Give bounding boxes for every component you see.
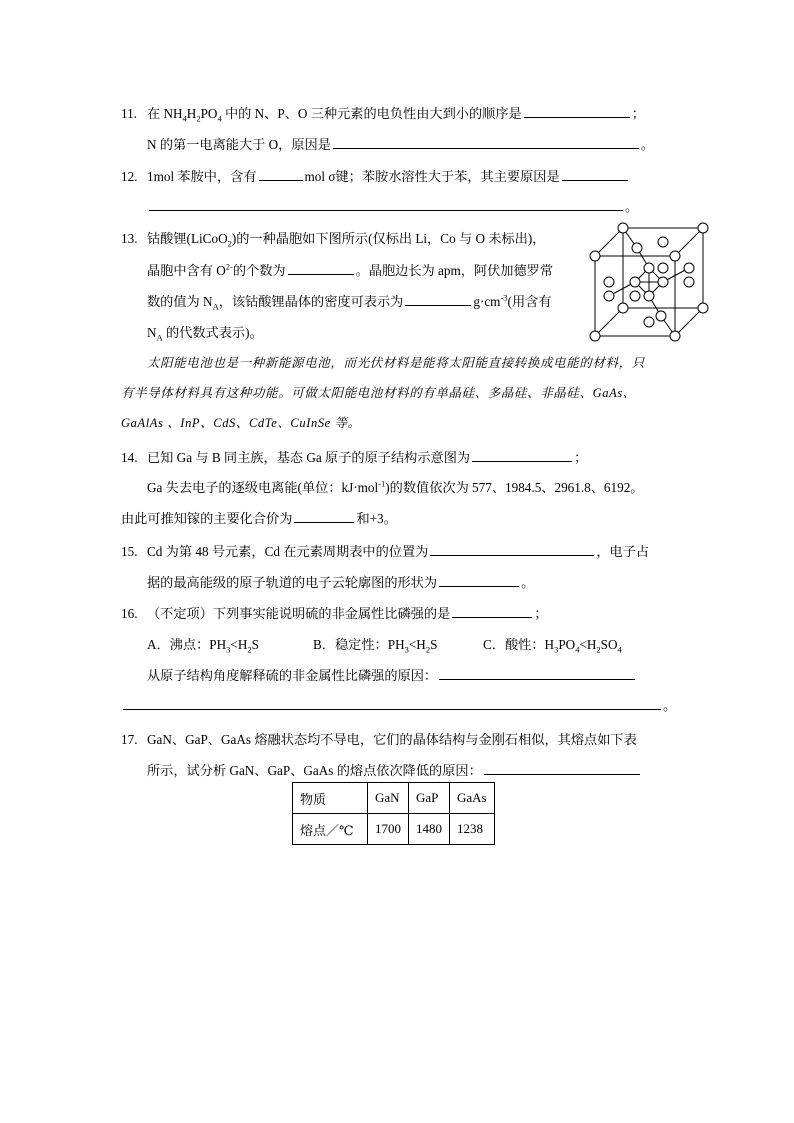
subscript: 4 — [217, 113, 222, 124]
q14-line1 — [121, 449, 587, 467]
q17-number: 17. — [121, 732, 138, 747]
subscript: A — [212, 301, 219, 312]
q14-number: 14. — [121, 450, 138, 465]
q13-text: )的一种晶胞如下图所示(仅标出 Li，Co 与 O 未标出)， — [231, 231, 546, 246]
q16-line3 — [147, 667, 637, 685]
table-header-cell: GaP — [409, 783, 450, 814]
answer-blank[interactable] — [472, 449, 572, 462]
q16-text: 。 — [663, 698, 677, 713]
superscript: -3 — [500, 292, 508, 303]
table-header-cell: GaAs — [450, 783, 495, 814]
q11-line2 — [147, 136, 654, 154]
q16-text: 从原子结构角度解释硫的非金属性比磷强的原因： — [147, 668, 438, 683]
q15-number: 15. — [121, 544, 138, 559]
answer-blank[interactable] — [333, 136, 639, 149]
answer-blank[interactable] — [288, 262, 354, 275]
table-header-cell: GaN — [368, 783, 409, 814]
q13-line1 — [121, 230, 545, 248]
q17-line1 — [121, 731, 637, 749]
q13-line4 — [147, 324, 263, 342]
q11-number: 11. — [121, 106, 137, 121]
q13-text: 的代数式表示)。 — [162, 325, 263, 340]
q14-text: 已知 Ga 与 B 同主族，基态 Ga 原子的原子结构示意图为 — [147, 450, 471, 465]
subscript: 2 — [227, 238, 232, 249]
q13-line2 — [147, 262, 553, 280]
q13-text: ，该钴酸锂晶体的密度可表示为 — [218, 294, 404, 309]
q11-text: ； — [631, 106, 645, 121]
q13-text: (用含有 — [507, 294, 552, 309]
answer-blank[interactable] — [484, 762, 640, 775]
subscript: 2 — [196, 113, 201, 124]
q12-line1 — [121, 168, 630, 186]
unit-cell-diagram — [585, 218, 713, 346]
answer-blank[interactable] — [123, 697, 661, 710]
superscript: -1 — [378, 478, 386, 489]
q17-text: GaN、GaP、GaAs 熔融状态均不导电，它们的晶体结构与金刚石相似，其熔点如下表 — [147, 732, 637, 747]
table-row — [293, 814, 495, 845]
q13-text: g·cm — [473, 294, 501, 309]
table-cell: 1700 — [368, 814, 409, 845]
q16-option-a: A．沸点：$PH_3<H_2S$ — [147, 637, 259, 655]
q14-line3 — [121, 510, 397, 528]
q13-text: 的个数为 — [232, 263, 286, 278]
q16-text: （不定项）下列事实能说明硫的非金属性比磷强的是 — [147, 606, 451, 621]
passage-line1: 太阳能电池也是一种新能源电池，而光伏材料是能将太阳能直接转换成电能的材料，只 — [147, 356, 645, 370]
q15-text: Cd 为第 48 号元素，Cd 在元素周期表中的位置为 — [147, 544, 429, 559]
answer-blank[interactable] — [294, 510, 354, 523]
q11-text: N 的第一电离能大于 O，原因是 — [147, 137, 331, 152]
q16-number: 16. — [121, 606, 138, 621]
q15-line1 — [121, 543, 649, 561]
q16-option-b: B．稳定性：$PH_3<H_2S$ — [313, 637, 438, 655]
q13-text: 晶胞中含有 O — [147, 263, 226, 278]
q12-text: 。 — [625, 199, 639, 214]
table-header-row — [293, 783, 495, 814]
answer-blank[interactable] — [439, 574, 519, 587]
q11-line1 — [121, 105, 645, 123]
q12-number: 12. — [121, 169, 138, 184]
q11-text: 中的 N、P、O 三种元素的电负性由大到小的顺序是 — [221, 106, 522, 121]
q15-text: 据的最高能级的原子轨道的电子云轮廓图的形状为 — [147, 575, 438, 590]
q14-text: 和+3。 — [356, 511, 397, 526]
q12-line2 — [147, 198, 638, 216]
passage-line2: 有半导体材料具有这种功能。可做太阳能电池材料的有单晶硅、多晶硅、非晶硅、GaAs、 — [121, 386, 636, 400]
q13-text: 。晶胞边长为 apm，阿伏加德罗常 — [355, 263, 554, 278]
q13-text: N — [147, 325, 157, 340]
q12-text: 1mol 苯胺中，含有 — [147, 169, 257, 184]
answer-blank[interactable] — [149, 198, 623, 211]
q16-line4 — [121, 697, 676, 715]
q14-text: 由此可推知镓的主要化合价为 — [121, 511, 293, 526]
q15-text: 。 — [521, 575, 535, 590]
subscript: A — [156, 332, 163, 343]
table-header-cell: 物质 — [293, 783, 368, 814]
q13-text: 数的值为 N — [147, 294, 213, 309]
q14-text: )的数值依次为 577、1984.5、2961.8、6192。 — [385, 480, 644, 495]
answer-blank[interactable] — [439, 667, 635, 680]
melting-point-table — [292, 782, 495, 845]
subscript: 4 — [182, 113, 187, 124]
answer-blank[interactable] — [405, 293, 471, 306]
answer-blank[interactable] — [259, 168, 303, 181]
q17-line2 — [147, 762, 642, 780]
q11-text: H — [186, 106, 197, 121]
answer-blank[interactable] — [524, 105, 630, 118]
q13-text: 钴酸锂(LiCoO — [147, 231, 228, 246]
q15-line2 — [147, 574, 534, 592]
superscript: 2- — [225, 261, 233, 272]
q17-text: 所示，试分析 GaN、GaP、GaAs 的熔点依次降低的原因： — [147, 763, 482, 778]
q11-text: PO — [200, 106, 218, 121]
passage-line3: GaAlAs 、InP、CdS、CdTe、CuInSe 等。 — [121, 416, 361, 430]
table-cell: 1480 — [409, 814, 450, 845]
table-row-label: 熔点／℃ — [293, 814, 368, 845]
q15-text: ，电子占 — [596, 544, 650, 559]
q16-text: ； — [534, 606, 548, 621]
answer-blank[interactable] — [562, 168, 628, 181]
answer-blank[interactable] — [452, 605, 532, 618]
q14-line2 — [147, 479, 643, 497]
answer-blank[interactable] — [430, 543, 594, 556]
q11-text: 在 NH — [147, 106, 183, 121]
q16-option-c: C．酸性：$H_3PO_4<H_2SO_4$ — [483, 637, 622, 655]
q16-options — [147, 636, 622, 654]
q14-text: Ga 失去电子的逐级电离能(单位：kJ·mol — [147, 480, 379, 495]
q13-number: 13. — [121, 231, 138, 246]
q16-line1 — [121, 605, 548, 623]
q12-text: mol σ键；苯胺水溶性大于苯，其主要原因是 — [304, 169, 560, 184]
q13-line3 — [147, 293, 552, 311]
table-cell: 1238 — [450, 814, 495, 845]
q11-text: 。 — [640, 137, 655, 152]
q14-text: ； — [574, 450, 588, 465]
